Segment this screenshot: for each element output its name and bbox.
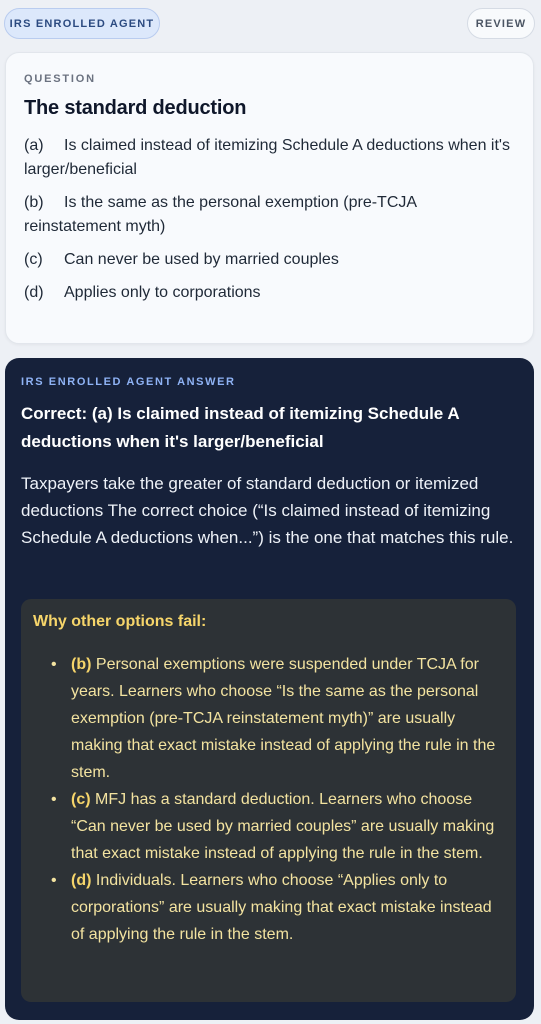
answer-card: [5, 358, 534, 1020]
option-letter: (b): [24, 194, 44, 211]
why-text: Individuals. Learners who choose “Applies only to corporations” are usually making that exact mistake instead of applying the rule in the stem.: [71, 872, 492, 943]
option-text: Is the same as the personal exemption (pre-TCJA reinstatement myth): [24, 194, 417, 235]
why-title: Why other options fail:: [33, 613, 207, 630]
option-letter: (c): [24, 251, 43, 268]
bullet-icon: •: [51, 872, 57, 889]
question-card: [5, 52, 534, 344]
option-letter: (d): [24, 284, 44, 301]
review-button[interactable]: REVIEW: [467, 8, 535, 39]
option-text: Is claimed instead of itemizing Schedule A deductions when it's larger/beneficial: [24, 137, 510, 178]
answer-explanation: Taxpayers take the greater of standard deduction or itemized deductions The correct choice (“Is claimed instead of itemizing Schedule A deductions when...”) is the one that matches this rule.: [21, 474, 514, 547]
why-list: [33, 651, 504, 948]
why-text: MFJ has a standard deduction. Learners who choose “Can never be used by married couples” are usually making that exact mistake instead of applying the rule in the stem.: [71, 791, 495, 862]
why-item-d: [33, 867, 504, 948]
why-letter: (c): [71, 791, 91, 808]
option-a[interactable]: [24, 134, 515, 182]
option-d[interactable]: [24, 281, 515, 305]
options-list: [24, 134, 515, 305]
why-item-c: [33, 786, 504, 867]
why-item-b: [33, 651, 504, 786]
bullet-icon: •: [51, 791, 57, 808]
why-letter: (d): [71, 872, 92, 889]
option-c[interactable]: [24, 248, 515, 272]
why-other-options-box: [21, 599, 516, 1002]
option-b[interactable]: [24, 191, 515, 239]
answer-eyebrow: IRS ENROLLED AGENT ANSWER: [21, 376, 236, 388]
option-text: Can never be used by married couples: [64, 251, 339, 268]
correct-answer: Correct: (a) Is claimed instead of itemizing Schedule A deductions when it's larger/beneficial: [21, 404, 459, 451]
question-eyebrow: QUESTION: [24, 73, 96, 85]
top-bar: [0, 0, 541, 48]
option-letter: (a): [24, 137, 44, 154]
option-text: Applies only to corporations: [64, 284, 261, 301]
exam-tag: IRS ENROLLED AGENT: [4, 8, 160, 39]
why-text: Personal exemptions were suspended under TCJA for years. Learners who choose “Is the same as the personal exemption (pre-TCJA reinstatement myth)” are usually making that exact mistake instead of applying the rule in the stem.: [71, 656, 496, 781]
bullet-icon: •: [51, 656, 57, 673]
why-letter: (b): [71, 656, 92, 673]
question-title: The standard deduction: [24, 97, 247, 119]
